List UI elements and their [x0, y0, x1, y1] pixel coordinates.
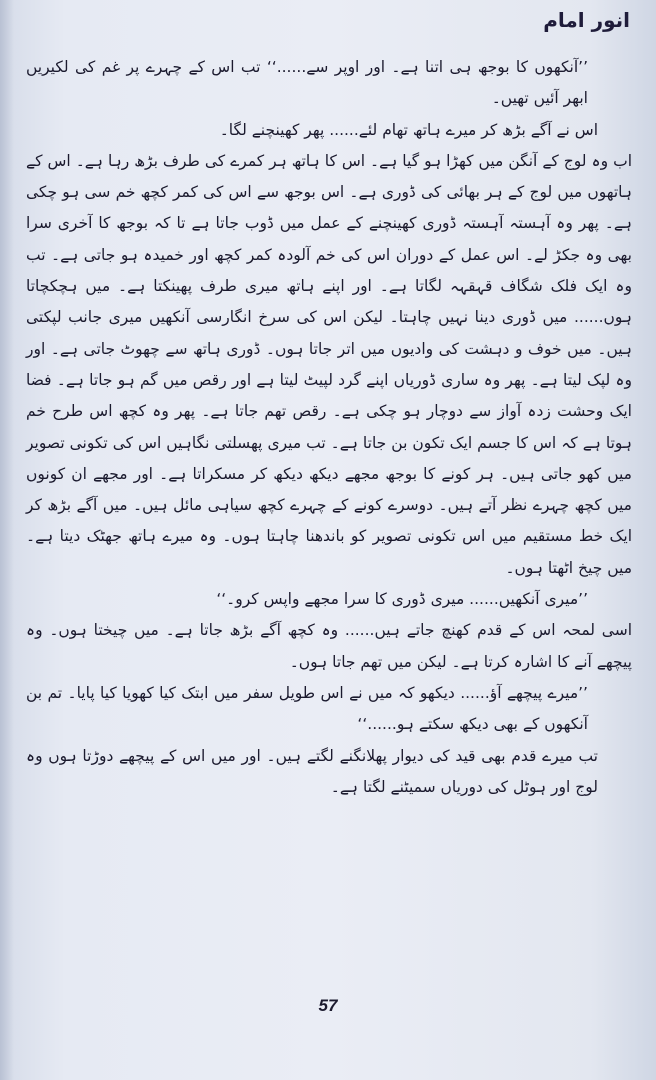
paragraph-1: ’’آنکھوں کا بوجھ ہی اتنا ہے۔ اور اوپر سے......‘‘ تب اس کے چہرے پر غم کی لکیریں ابھر آئیں تھیں۔: [26, 58, 588, 108]
paragraph-5: اسی لمحہ اس کے قدم کھنچ جاتے ہیں...... وہ کچھ آگے بڑھ جاتا ہے۔ میں چیختا ہوں۔ وہ پیچھے آنے کا اشارہ کرتا ہے۔ لیکن میں تھم جاتا ہوں۔: [26, 621, 632, 671]
paragraph-7: تب میرے قدم بھی قید کی دیوار پھلانگنے لگتے ہیں۔ اور میں اس کے پیچھے دوڑتا ہوں وہ لوج اور ہوٹل کی دوریاں سمیٹنے لگتا ہے۔: [26, 746, 598, 796]
page-number: 57: [318, 996, 338, 1015]
paragraph-3: اب وہ لوج کے آنگن میں کھڑا ہو گیا ہے۔ اس کا ہاتھ ہر کمرے کی طرف بڑھ رہا ہے۔ اس کے ہاتھوں میں لوج کے ہر بھائی کی ڈوری ہے۔ اس بوجھ سے اس کی کمر کچھ خم سی ہو چکی ہے۔ پھر وہ آہستہ آہستہ ڈوری کھینچنے کے عمل میں ڈوب جاتا ہے تا کہ بوجھ کا آخری سرا بھی وہ جکڑ لے۔ اس عمل کے دوران اس کی خم آلودہ کمر کچھ اور خمیدہ ہو جاتی ہے۔ تب وہ ایک فلک شگاف قہقہہ لگاتا ہے۔ اور اپنے ہاتھ میری طرف پھینکتا ہے۔ میں ہچکچاتا ہوں...... میں ڈوری دینا نہیں چاہتا۔ لیکن اس کی سرخ انگارسی آنکھیں میری جانب لپکتی ہیں۔ میں خوف و دہشت کی وادیوں میں اتر جاتا ہوں۔ ڈوری ہاتھ سے چھوٹ جاتی ہے۔ اور وہ لپک لیتا ہے۔ پھر وہ ساری ڈوریاں اپنے گرد لپیٹ لیتا ہے اور رقص میں گم ہو جاتا ہے۔ فضا ایک وحشت زدہ آواز سے دوچار ہو چکی ہے۔ رقص تھم جاتا ہے۔ پھر وہ کچھ اس طرح خم ہوتا ہے کہ اس کا جسم ایک تکون بن جاتا ہے۔ تب میری پھسلتی نگاہیں اس کی تکونی تصویر میں کھو جاتی ہیں۔ ہر کونے کا بوجھ مجھے دیکھ دیکھ کر مسکراتا ہے۔ اور مجھے ان کونوں میں کچھ چہرے نظر آتے ہیں۔ دوسرے کونے کے چہرے کچھ سیاہی مائل ہیں۔ میں آگے بڑھ کر ایک خط مستقیم میں اس تکونی تصویر کو باندھنا چاہتا ہوں۔ وہ میرے ہاتھ جھٹک دیتا ہے۔ میں چیخ اٹھتا ہوں۔: [26, 151, 632, 577]
author-header: انور امام: [543, 8, 630, 32]
page-body: [26, 52, 632, 803]
paragraph-4: ’’میری آنکھیں...... میری ڈوری کا سرا مجھے واپس کرو۔‘‘: [216, 590, 588, 609]
paragraph-6: ’’میرے پیچھے آؤ...... دیکھو کہ میں نے اس طویل سفر میں ابتک کیا کھویا کیا پایا۔ تم بن آنکھوں کے بھی دیکھ سکتے ہو......‘‘: [26, 683, 588, 734]
paragraph-2: اس نے آگے بڑھ کر میرے ہاتھ تھام لئے...... پھر کھینچنے لگا۔: [219, 120, 598, 139]
